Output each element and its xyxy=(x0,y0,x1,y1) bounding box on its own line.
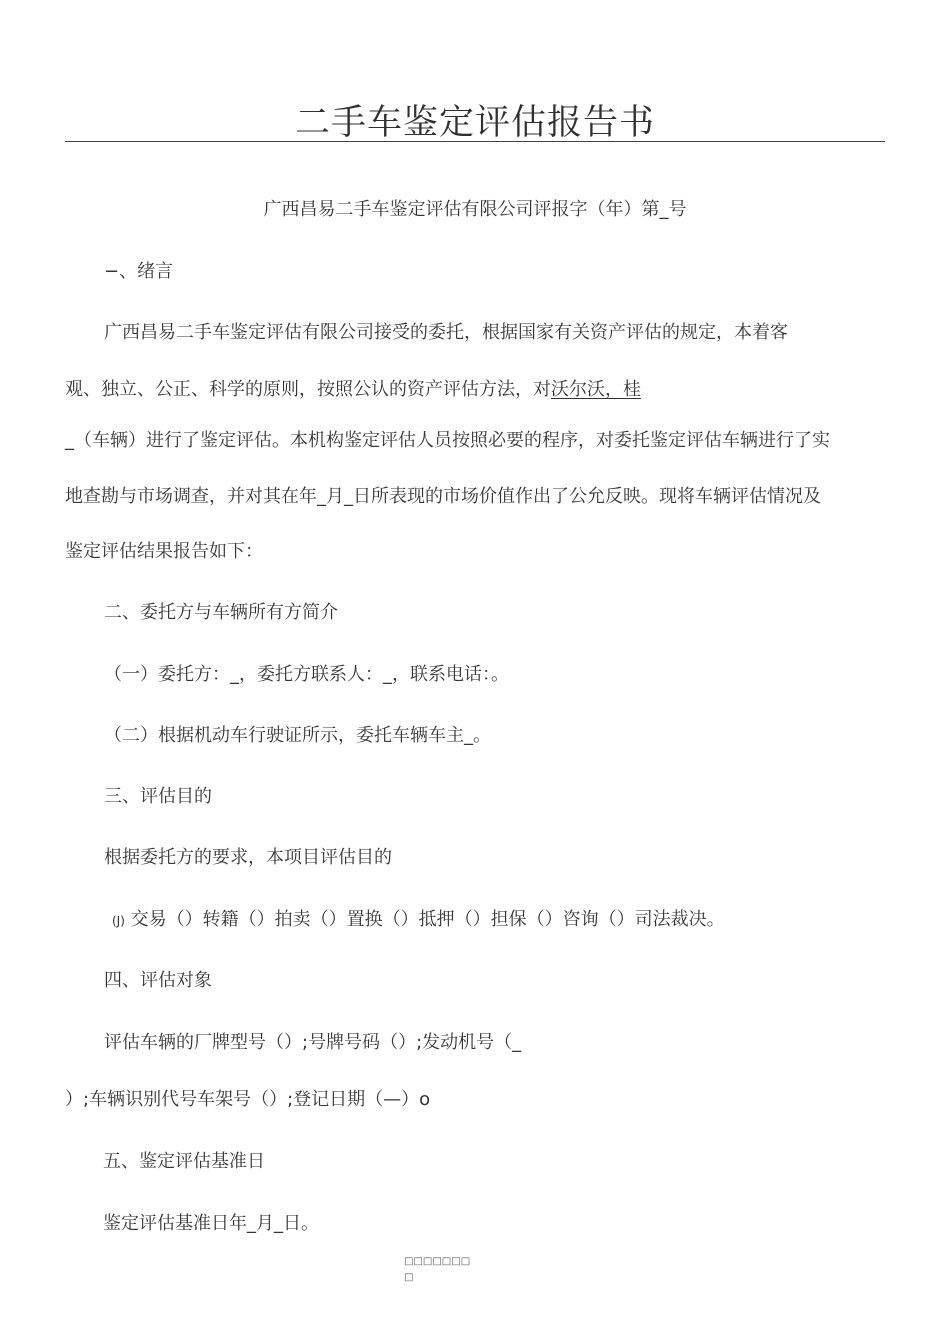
section4-heading: 四、评估对象 xyxy=(104,970,212,991)
section2-item1: （一）委托方：_，委托方联系人：_，联系电话：。 xyxy=(104,664,509,685)
section2-heading: 二、委托方与车辆所有方简介 xyxy=(104,602,338,623)
section3-options xyxy=(112,908,725,933)
section1-paragraph-line5: 鉴定评估结果报告如下： xyxy=(65,541,263,562)
footer-glyphs-line1: □□□□□□□ xyxy=(404,1256,471,1267)
section1-paragraph-line2 xyxy=(65,378,641,402)
section1-heading: −、绪言 xyxy=(104,261,174,282)
section3-options-text: 交易（）转籍（）拍卖（）置换（）抵押（）担保（）咨询（）司法裁决。 xyxy=(130,909,725,930)
section3-text: 根据委托方的要求，本项目评估目的 xyxy=(104,847,392,868)
section4-line2: ）;车辆识别代号车架号（）;登记日期（—）o xyxy=(65,1089,431,1110)
section2-item2: （二）根据机动车行驶证所示，委托车辆车主_。 xyxy=(104,725,491,746)
section1-paragraph-line4: 地查勘与市场调查，并对其在年_月_日所表现的市场价值作出了公允反映。现将车辆评估情况及 xyxy=(65,486,821,507)
section4-line1: 评估车辆的厂牌型号（）;号牌号码（）;发动机号（_ xyxy=(104,1032,522,1053)
section5-text: 鉴定评估基准日年_月_日。 xyxy=(103,1213,319,1234)
footer-glyphs-line2: □ xyxy=(404,1272,414,1283)
section1-line2-prefix: 观、独立、公正、科学的原则，按照公认的资产评估方法，对 xyxy=(65,379,551,400)
vehicle-name-underlined: 沃尔沃，桂 xyxy=(551,379,641,400)
section3-heading: 三、评估目的 xyxy=(104,786,212,807)
document-title: 二手车鉴定评估报告书 xyxy=(294,103,655,143)
report-number: 广西昌易二手车鉴定评估有限公司评报字（年）第_号 xyxy=(263,199,687,220)
section5-heading: 五、鉴定评估基准日 xyxy=(103,1151,265,1172)
selected-option-mark: (J) xyxy=(112,914,125,928)
title-underline xyxy=(65,141,885,142)
section1-paragraph-line1: 广西昌易二手车鉴定评估有限公司接受的委托，根据国家有关资产评估的规定，本着客 xyxy=(104,322,788,343)
section1-paragraph-line3: _（车辆）进行了鉴定评估。本机构鉴定评估人员按照必要的程序，对委托鉴定评估车辆进行了实 xyxy=(65,430,830,451)
